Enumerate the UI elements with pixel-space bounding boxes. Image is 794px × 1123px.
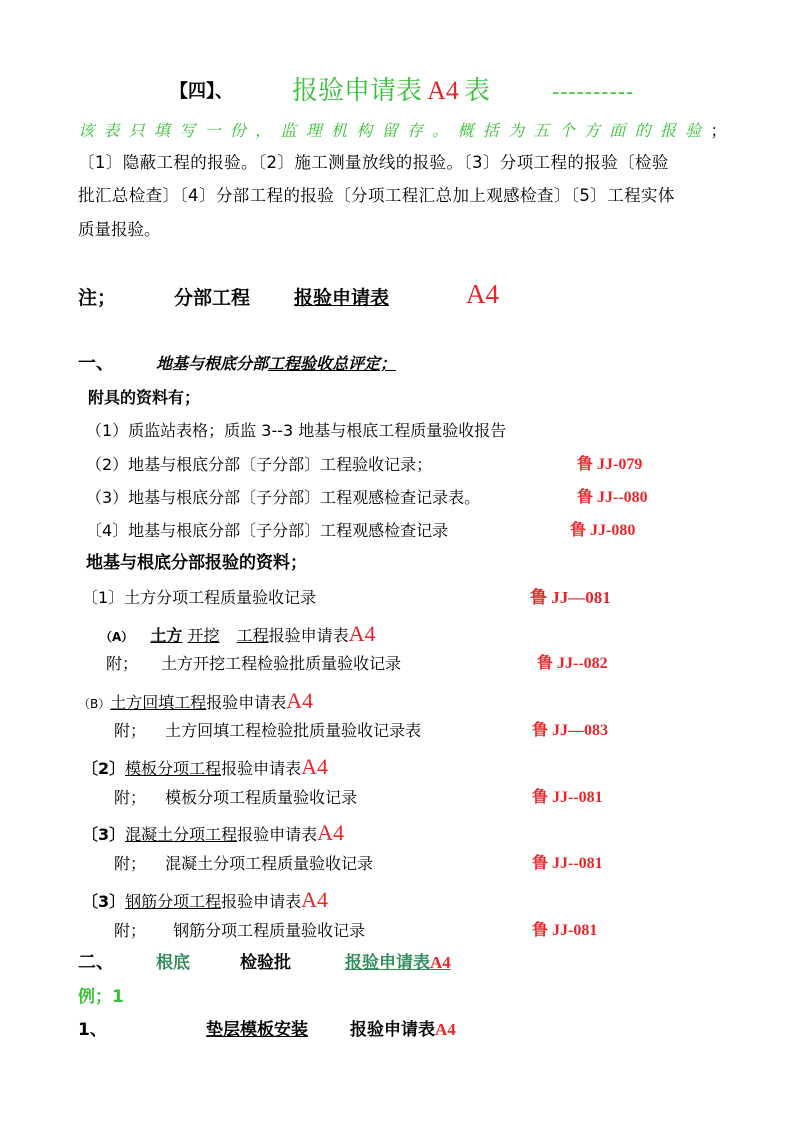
attached-item-2: （2）地基与根底分部〔子分部〕工程验收记录； <box>86 455 433 474</box>
attached-item-3: （3）地基与根底分部〔子分部〕工程观感检查记录表。 <box>86 488 481 507</box>
title-main <box>292 76 490 106</box>
section1-title-a: 地基与根底分部 <box>156 354 269 373</box>
subitem-4-att-prefix: 附； <box>114 921 147 940</box>
subitem-a-a4: A4 <box>348 621 376 646</box>
note-part1: 分部工程 <box>174 287 251 309</box>
subitem-1-ref: 鲁 JJ—081 <box>530 588 611 607</box>
attached-item-2-ref: 鲁 JJ-079 <box>577 456 643 473</box>
subitem-3-a4: A4 <box>317 820 345 845</box>
intro-green-text: 该表只填写一份，监理机构留存。概括为五个方面的报验 <box>78 121 711 140</box>
intro-line-3: 批汇总检查〕〔4〕分部工程的报验〔分项工程汇总加上观感检查〕〔5〕工程实体 <box>78 186 675 205</box>
subitem-a-att-prefix: 附； <box>106 654 139 673</box>
subitem-a-u2: 开挖 <box>187 626 220 645</box>
subitem-b-u: 土方回填工程 <box>110 693 207 712</box>
subitem-a-att-ref: 鲁 JJ--082 <box>537 655 608 672</box>
subitem-4-a4: A4 <box>301 887 329 912</box>
subitem-1: 〔1〕土方分项工程质量验收记录 <box>82 588 317 607</box>
subitem-3-rest: 报验申请表 <box>237 825 318 844</box>
subitem-a <box>100 621 376 647</box>
section1-title <box>156 354 396 374</box>
section2-a4: A4 <box>430 953 451 972</box>
attached-item-4-ref: 鲁 JJ-080 <box>570 522 636 539</box>
item1-a4: A4 <box>435 1020 456 1039</box>
subitem-a-att-text: 土方开挖工程检验批质量验收记录 <box>161 654 402 673</box>
example-label: 例；1 <box>78 987 124 1007</box>
subitem-2-marker: 〔2〕 <box>82 759 126 778</box>
attached-item-1: （1）质监站表格；质监 3--3 地基与根底工程质量验收报告 <box>86 421 507 440</box>
subitem-b-rest: 报验申请表 <box>206 693 287 712</box>
item1-u-text: 垫层模板安装 <box>206 1020 308 1040</box>
note-a4: A4 <box>466 279 499 309</box>
subitem-b <box>78 688 313 714</box>
intro-line-2: 〔1〕隐蔽工程的报验。〔2〕施工测量放线的报验。〔3〕分项工程的报验〔检验 <box>78 153 669 172</box>
subitem-b-marker: （B） <box>78 697 111 711</box>
title-a4: A4 <box>427 76 459 105</box>
subitem-2-a4: A4 <box>301 754 329 779</box>
intro-semicolon: ； <box>710 121 727 140</box>
subitem-a-marker: （A） <box>100 630 134 644</box>
subitem-2-att-text: 模板分项工程质量验收记录 <box>165 788 358 807</box>
subitem-3 <box>82 820 344 846</box>
subitem-2 <box>82 754 328 780</box>
subitem-3-att-text: 混凝土分项工程质量验收记录 <box>165 854 374 873</box>
item1-num: 1、 <box>78 1020 107 1040</box>
item1-rest: 报验申请表 <box>350 1020 435 1040</box>
intro-line-4: 质量报验。 <box>78 220 161 239</box>
subitem-3-att-prefix: 附； <box>114 854 147 873</box>
subitem-a-rest: 报验申请表 <box>268 626 349 645</box>
subitem-4-att-text: 钢筋分项工程质量验收记录 <box>173 921 366 940</box>
subitem-a-u1: 土方 <box>150 626 183 645</box>
title-line <box>170 82 233 102</box>
section2-num: 二、 <box>78 952 114 973</box>
subitem-b-att-text: 土方回填工程检验批质量验收记录表 <box>165 721 422 740</box>
subitem-4-u: 钢筋分项工程 <box>125 892 222 911</box>
subitem-4-attachment <box>114 921 365 941</box>
subitem-a-attachment <box>106 654 401 674</box>
subitem-b-att-ref: 鲁 JJ—083 <box>532 722 609 739</box>
note-label: 注； <box>78 287 117 309</box>
subitem-b-attachment <box>114 721 421 741</box>
subitem-a-u3: 工程 <box>236 626 269 645</box>
report-label: 地基与根底分部报验的资料； <box>86 553 307 573</box>
subitem-4-att-ref: 鲁 JJ-081 <box>532 922 598 939</box>
subitem-2-att-ref: 鲁 JJ--081 <box>532 789 603 806</box>
section2-w3-text: 报验申请表 <box>345 953 430 973</box>
subitem-2-attachment <box>114 788 357 808</box>
subitem-3-att-ref: 鲁 JJ--081 <box>532 855 603 872</box>
item1-underlined <box>184 1020 350 1040</box>
title-suffix: 表 <box>463 76 490 106</box>
subitem-3-marker: 〔3〕 <box>82 825 126 844</box>
subitem-2-att-prefix: 附； <box>114 788 147 807</box>
item1-line <box>184 1020 456 1040</box>
attached-item-4: 〔4〕地基与根底分部〔子分部〕工程观感检查记录 <box>86 521 449 540</box>
section1-num: 一、 <box>78 353 114 374</box>
subitem-4-marker: 〔3〕 <box>82 892 126 911</box>
attached-item-3-ref: 鲁 JJ--080 <box>577 489 648 506</box>
title-dashes: ---------- <box>552 80 635 104</box>
intro-green-line <box>78 121 727 141</box>
title-prefix: 【四】、 <box>170 81 233 102</box>
subitem-3-u: 混凝土分项工程 <box>125 825 238 844</box>
subitem-4 <box>82 887 328 913</box>
attached-label: 附具的资料有； <box>88 388 201 407</box>
note-part2: 报验申请表 <box>294 287 390 309</box>
subitem-b-a4: A4 <box>286 688 314 713</box>
section1-title-b: 工程验收总评定； <box>268 354 397 373</box>
subitem-2-rest: 报验申请表 <box>221 759 302 778</box>
title-text: 报验申请表 <box>292 76 423 106</box>
section2-word-2: 检验批 <box>240 953 291 973</box>
section2-word-1: 根底 <box>156 953 190 973</box>
subitem-4-rest: 报验申请表 <box>221 892 302 911</box>
subitem-b-att-prefix: 附； <box>114 721 147 740</box>
subitem-3-attachment <box>114 854 373 874</box>
section2-word-3 <box>335 953 473 973</box>
subitem-2-u: 模板分项工程 <box>125 759 222 778</box>
